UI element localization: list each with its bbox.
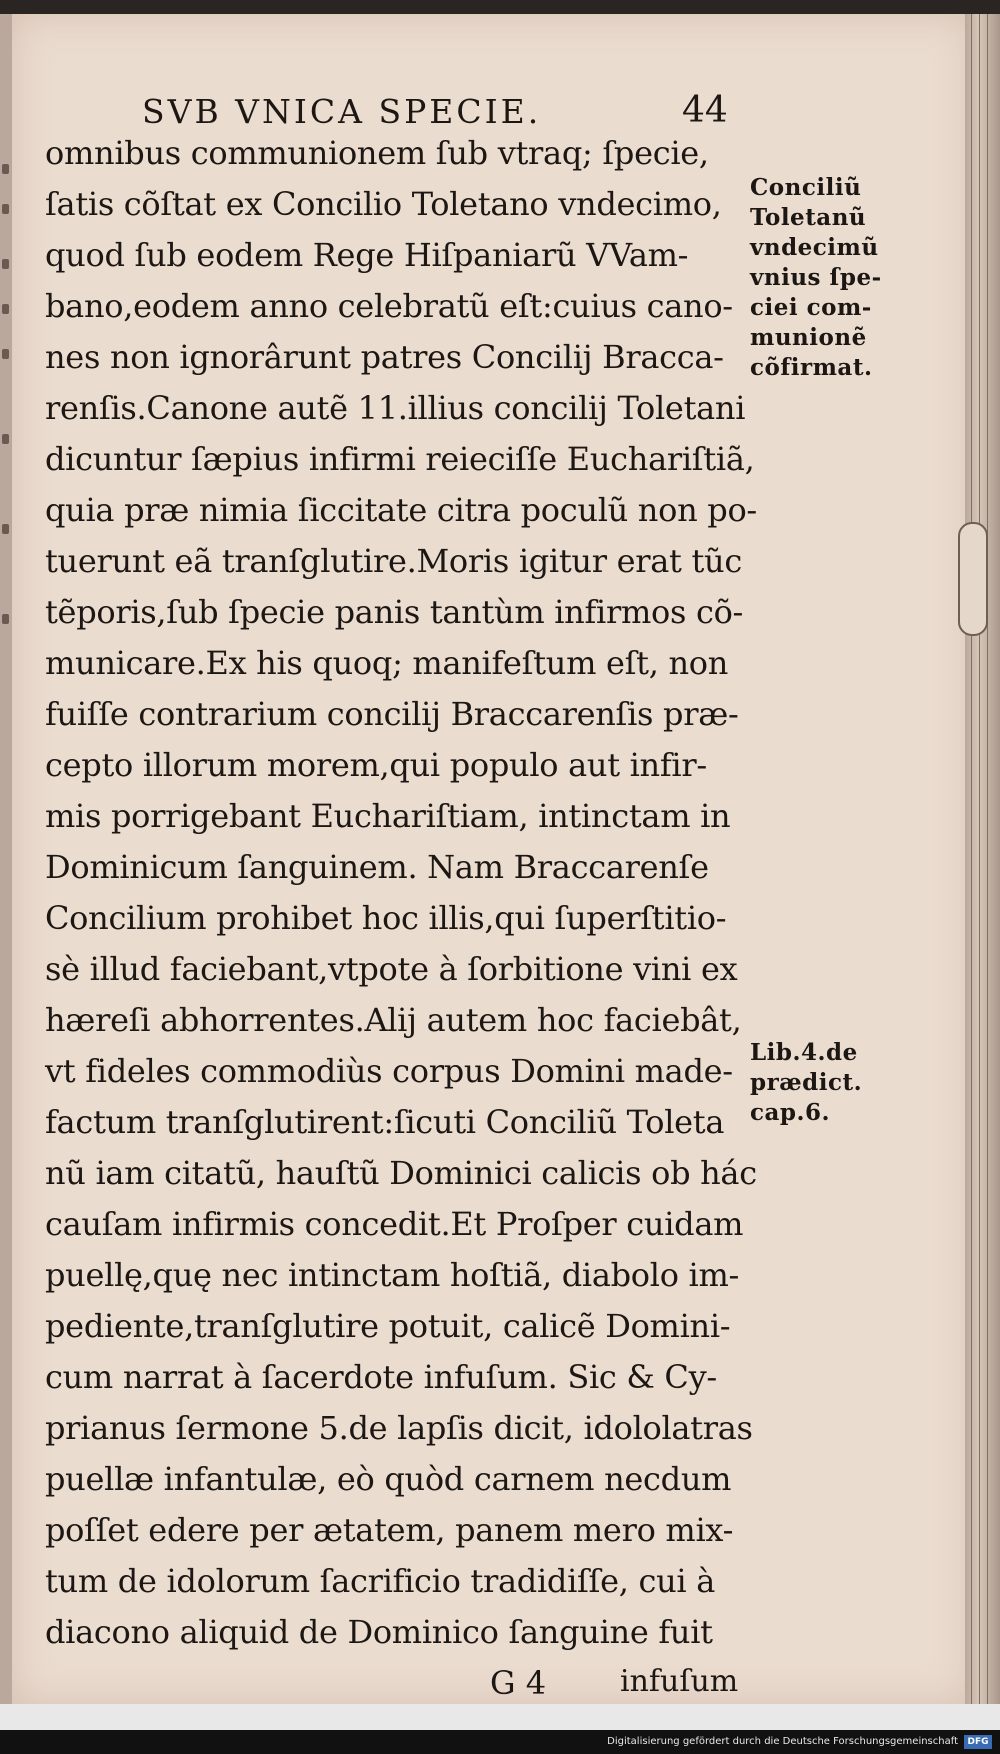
body-line: prianus ſermone 5.de lapſis dicit, idololatras xyxy=(45,1409,753,1447)
body-line: sè illud faciebant,vtpote à ſorbitione vini ex xyxy=(45,950,738,988)
digitization-credit: Digitalisierung gefördert durch die Deutsche Forschungsgemeinschaft xyxy=(607,1736,958,1747)
clasp-mark xyxy=(958,522,988,636)
running-head: SVB VNICA SPECIE. xyxy=(142,92,542,131)
margin-note-line: cõfirmat. xyxy=(750,354,873,381)
body-line: municare.Ex his quoq; manifeſtum eſt, non xyxy=(45,644,729,682)
edge-line xyxy=(971,14,972,1704)
gutter-mark xyxy=(2,204,9,214)
scan-bottom-band xyxy=(0,1704,1000,1730)
body-line: dicuntur ſæpius infirmi reieciſſe Euchariſtiã, xyxy=(45,440,755,478)
body-line: diacono aliquid de Dominico ſanguine fuit xyxy=(45,1613,713,1651)
body-line: nes non ignorârunt patres Concilij Bracca- xyxy=(45,338,724,376)
body-line: poſſet edere per ætatem, panem mero mix- xyxy=(45,1511,734,1549)
book-page xyxy=(12,14,972,1704)
margin-note-line: cap.6. xyxy=(750,1099,831,1126)
edge-line xyxy=(987,14,988,1704)
signature-mark: G 4 xyxy=(490,1664,547,1702)
body-line: pediente,tranſglutire potuit, calicẽ Domini- xyxy=(45,1307,731,1345)
gutter-mark xyxy=(2,164,9,174)
gutter-mark xyxy=(2,259,9,269)
catchword: infuſum xyxy=(620,1664,739,1699)
body-line: factum tranſglutirent:ſicuti Conciliũ Toleta xyxy=(45,1103,725,1141)
body-line: cepto illorum morem,qui populo aut infir- xyxy=(45,746,707,784)
body-line: Dominicum ſanguinem. Nam Braccarenſe xyxy=(45,848,709,886)
gutter-mark xyxy=(2,524,9,534)
dfg-logo: DFG xyxy=(964,1735,992,1749)
margin-note-line: ciei com- xyxy=(750,294,872,321)
body-line: Concilium prohibet hoc illis,qui ſuperſtitio- xyxy=(45,899,727,937)
margin-note-line: prædict. xyxy=(750,1069,863,1096)
margin-note-line: vnius ſpe- xyxy=(750,264,882,291)
body-line: fuiſſe contrarium concilij Braccarenſis præ- xyxy=(45,695,739,733)
body-line: mis porrigebant Euchariſtiam, intinctam in xyxy=(45,797,731,835)
margin-note-line: munionẽ xyxy=(750,324,867,351)
folio-number: 44 xyxy=(682,90,728,131)
body-line: tẽporis,ſub ſpecie panis tantùm infirmos cõ- xyxy=(45,593,744,631)
body-line: renſis.Canone autẽ 11.illius concilij Toletani xyxy=(45,389,746,427)
body-line: tum de idolorum ſacrificio tradidiſſe, cui à xyxy=(45,1562,715,1600)
body-line: cauſam infirmis concedit.Et Proſper cuidam xyxy=(45,1205,744,1243)
gutter-mark xyxy=(2,304,9,314)
body-line: hæreſi abhorrentes.Alij autem hoc faciebât, xyxy=(45,1001,742,1039)
body-line: puellę,quę nec intinctam hoſtiã, diabolo im- xyxy=(45,1256,740,1294)
margin-note-line: Toletanũ xyxy=(750,204,867,231)
body-line: quia præ nimia ſiccitate citra poculũ non po- xyxy=(45,491,757,529)
binding-gutter xyxy=(0,14,12,1704)
margin-note-line: Conciliũ xyxy=(750,174,862,201)
body-line: bano,eodem anno celebratũ eſt:cuius cano- xyxy=(45,287,733,325)
page-edge xyxy=(965,14,1000,1704)
body-line: ſatis cõſtat ex Concilio Toletano vndecimo, xyxy=(45,185,722,223)
gutter-mark xyxy=(2,349,9,359)
margin-note-line: vndecimũ xyxy=(750,234,879,261)
body-line: cum narrat à ſacerdote infuſum. Sic & Cy- xyxy=(45,1358,717,1396)
body-line: vt fideles commodiùs corpus Domini made- xyxy=(45,1052,733,1090)
body-line: quod ſub eodem Rege Hiſpaniarũ VVam- xyxy=(45,236,689,274)
gutter-mark xyxy=(2,614,9,624)
gutter-mark xyxy=(2,434,9,444)
margin-note-line: Lib.4.de xyxy=(750,1039,858,1066)
body-line: tuerunt eã tranſglutire.Moris igitur erat tũc xyxy=(45,542,742,580)
body-line: omnibus communionem ſub vtraq; ſpecie, xyxy=(45,134,709,172)
body-line: puellæ infantulæ, eò quòd carnem necdum xyxy=(45,1460,732,1498)
edge-line xyxy=(979,14,980,1704)
body-line: nũ iam citatũ, hauſtũ Dominici calicis ob hác xyxy=(45,1154,757,1192)
